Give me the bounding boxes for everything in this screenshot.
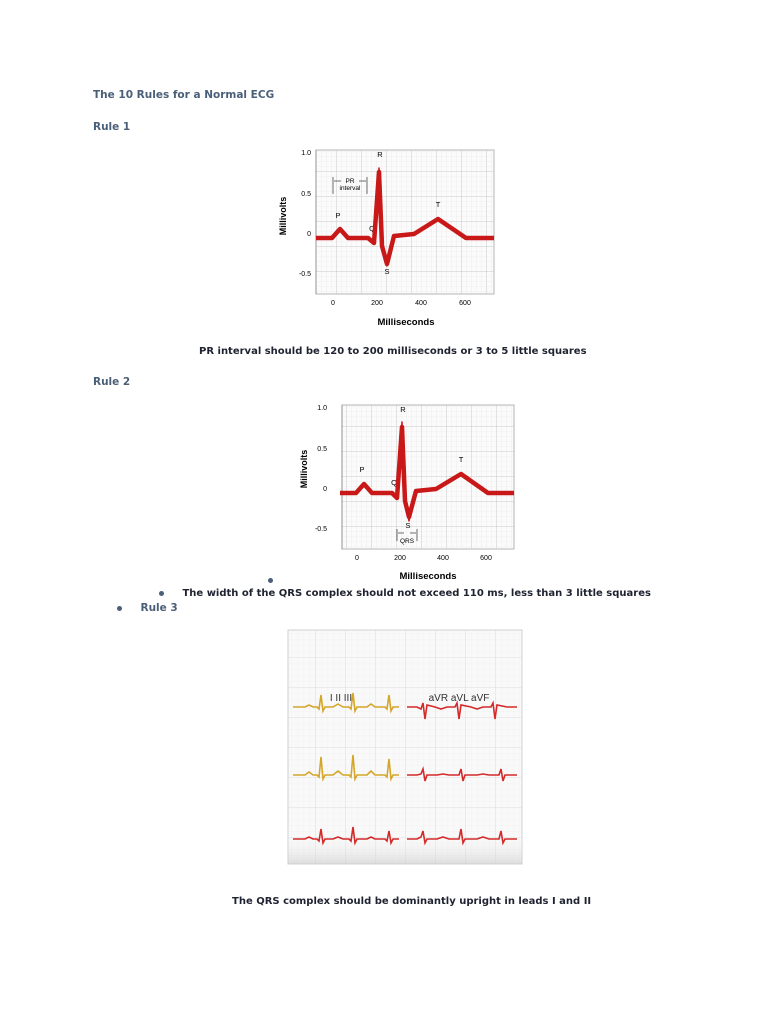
y-axis-label: Millivolts bbox=[278, 196, 288, 236]
wave-label-r: R bbox=[400, 405, 406, 414]
y-tick-label: 0 bbox=[307, 231, 311, 238]
y-tick-label: -0.5 bbox=[314, 526, 327, 533]
empty-bullet bbox=[268, 575, 273, 586]
rule-3-caption: The QRS complex should be dominantly upright in leads I and II bbox=[232, 896, 592, 907]
y-axis-label: Millivolts bbox=[299, 449, 309, 489]
limb-leads-label: I II III bbox=[329, 693, 353, 704]
x-axis-label: Milliseconds bbox=[377, 317, 435, 328]
x-tick-label: 0 bbox=[355, 555, 359, 562]
wave-label-t: T bbox=[458, 455, 464, 464]
wave-label-t: T bbox=[435, 200, 441, 209]
x-tick-label: 400 bbox=[437, 555, 449, 562]
rule-1-heading: Rule 1 bbox=[93, 121, 131, 133]
bullet-icon bbox=[117, 606, 122, 611]
ecg-grid-lines bbox=[288, 630, 522, 864]
qrs-interval-label: QRS bbox=[399, 538, 415, 545]
y-tick-label: 0.5 bbox=[301, 191, 311, 198]
x-tick-label: 600 bbox=[480, 555, 492, 562]
x-tick-label: 0 bbox=[331, 300, 335, 307]
bullet-icon bbox=[268, 578, 273, 583]
wave-label-s: S bbox=[384, 267, 390, 276]
ecg-leads-figure bbox=[285, 627, 525, 867]
y-tick-label: 1.0 bbox=[301, 150, 311, 157]
ecg-figure-rule-1 bbox=[270, 146, 500, 332]
wave-label-q: Q bbox=[391, 478, 397, 487]
y-tick-label: 0.5 bbox=[317, 446, 327, 453]
rule-2-bullet-text: The width of the QRS complex should not exceed 110 ms, less than 3 little squares bbox=[182, 588, 651, 599]
x-axis-label: Milliseconds bbox=[399, 571, 457, 582]
x-tick-label: 600 bbox=[459, 300, 471, 307]
ecg-grid-lines bbox=[342, 405, 514, 549]
wave-label-r: R bbox=[377, 150, 383, 159]
wave-label-s: S bbox=[405, 521, 411, 530]
ecg-figure-rule-2 bbox=[296, 401, 522, 585]
rule-3-heading: Rule 3 bbox=[140, 602, 178, 614]
bullet-icon bbox=[159, 591, 164, 596]
y-tick-label: 0 bbox=[323, 486, 327, 493]
x-tick-label: 200 bbox=[394, 555, 406, 562]
document-title: The 10 Rules for a Normal ECG bbox=[93, 89, 275, 101]
pr-interval-label: interval bbox=[339, 185, 361, 192]
wave-label-p: P bbox=[335, 211, 341, 220]
y-tick-label: 1.0 bbox=[317, 405, 327, 412]
augmented-leads-label: aVR aVL aVF bbox=[428, 693, 490, 704]
y-tick-label: -0.5 bbox=[298, 271, 311, 278]
ecg-grid-lines bbox=[316, 150, 494, 294]
pr-interval-label: PR bbox=[345, 178, 355, 185]
x-tick-label: 200 bbox=[371, 300, 383, 307]
rule-1-caption: PR interval should be 120 to 200 milliseconds or 3 to 5 little squares bbox=[199, 346, 587, 357]
x-tick-label: 400 bbox=[415, 300, 427, 307]
rule-2-heading: Rule 2 bbox=[93, 376, 131, 388]
rule-3-bullet bbox=[117, 602, 178, 614]
wave-label-p: P bbox=[359, 465, 365, 474]
rule-2-bullet bbox=[159, 588, 651, 599]
wave-label-q: Q bbox=[369, 224, 375, 233]
